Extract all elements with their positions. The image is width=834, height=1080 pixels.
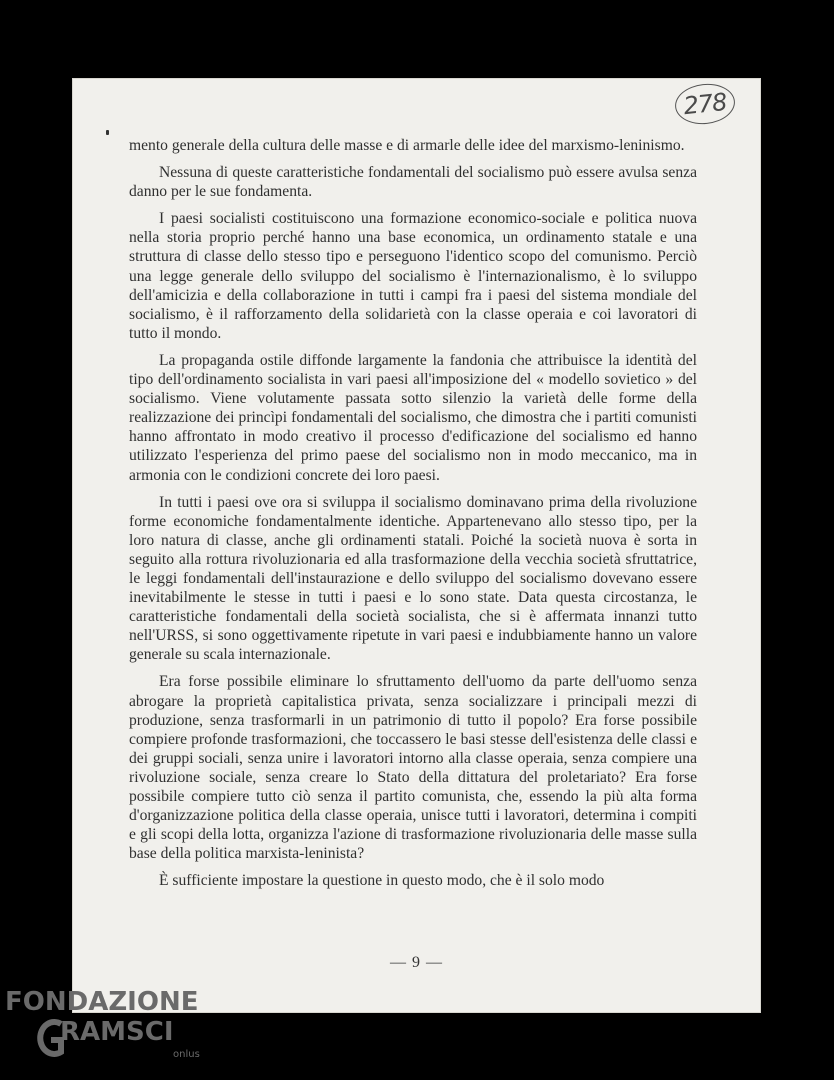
paragraph: I paesi socialisti costituiscono una formazione economico-sociale e politica nuova nella storia proprio perché hanno una base economica, un ordinamento statale e una struttura di classe dello stesso tipo e perseguono l'identico scopo del comunismo. Perciò una legge generale dello sviluppo del socialismo è l'internazionalismo, è lo sviluppo dell'amicizia e della collaborazione in tutti i campi fra i paesi del sistema mondiale del socialismo, è il rafforzamento della solidarietà con la classe operaia e coi lavoratori di tutto il mondo. bbox=[129, 210, 697, 342]
paragraph: mento generale della cultura delle masse e di armarle delle idee del marxismo-leninismo. bbox=[129, 137, 685, 154]
fondazione-gramsci-logo bbox=[5, 988, 205, 1078]
paragraph: Era forse possibile eliminare lo sfruttamento dell'uomo da parte dell'uomo senza abrogare la proprietà capitalistica privata, senza socializzare i principali mezzi di produzione, senza trasformarli in un patrimonio di tutto il popolo? Era forse possibile compiere profonde trasformazioni, che toccassero le basi stesse dell'esistenza delle classi e dei gruppi sociali, senza unire i lavoratori intorno alla classe operaia, senza compiere una rivoluzione sociale, senza creare lo Stato della dittatura del proletariato? Era forse possibile compiere tutto ciò senza il partito comunista, che, essendo la più alta forma d'organizzazione politica della classe operaia, unisce tutti i lavoratori, determina i compiti e gli scopi della lotta, organizza l'azione di trasformazione rivoluzionaria delle masse sulla base della politica marxista-leninista? bbox=[129, 673, 697, 863]
paragraph: È sufficiente impostare la questione in questo modo, che è il solo modo bbox=[159, 872, 605, 890]
logo-line-3: onlus bbox=[173, 1049, 200, 1060]
ink-mark bbox=[106, 130, 109, 135]
document-page bbox=[72, 78, 761, 1013]
paragraph: In tutti i paesi ove ora si sviluppa il socialismo dominavano prima della rivoluzione forme economiche fondamentalmente identiche. Appartenevano allo stesso tipo, per la loro natura di classe, anche gli ordinamenti statali. Poiché la società nuova è sorta in seguito alla rottura rivoluzionaria ed alla trasformazione della vecchia società sfruttatrice, le leggi fondamentali dell'instaurazione e dello sviluppo del socialismo dovevano essere inevitabilmente le stesse in tutti i paesi e lo sono state. Data questa circostanza, le caratteristiche fondamentali della società socialista, che si è affermata innanzi tutto nell'URSS, si sono oggettivamente ripetute in vari paesi e indubbiamente hanno un valore generale su scala internazionale. bbox=[129, 493, 697, 664]
body-text bbox=[129, 136, 697, 898]
page-number: — 9 — bbox=[390, 954, 443, 971]
handwritten-page-annotation: 278 bbox=[673, 81, 737, 127]
paragraph: La propaganda ostile diffonde largamente la fandonia che attribuisce la identità del tipo dell'ordinamento socialista in vari paesi all'imposizione del « modello sovietico » del socialismo. Viene volutamente passata sotto silenzio la varietà delle forme della realizzazione dei princìpi fondamentali del socialismo, che dimostra che i partiti comunisti hanno affrontato in modo creativo il processo d'edificazione del socialismo ed hanno utilizzato l'esperienza del primo paese del socialismo non in modo meccanico, ma in armonia con le condizioni concrete dei loro paesi. bbox=[129, 351, 697, 484]
paragraph: Nessuna di queste caratteristiche fondamentali del socialismo può essere avulsa senza danno per le sue fondamenta. bbox=[129, 164, 697, 201]
logo-line-1: FONDAZIONE bbox=[5, 987, 199, 1017]
logo-line-2: RAMSCI bbox=[60, 1017, 174, 1047]
